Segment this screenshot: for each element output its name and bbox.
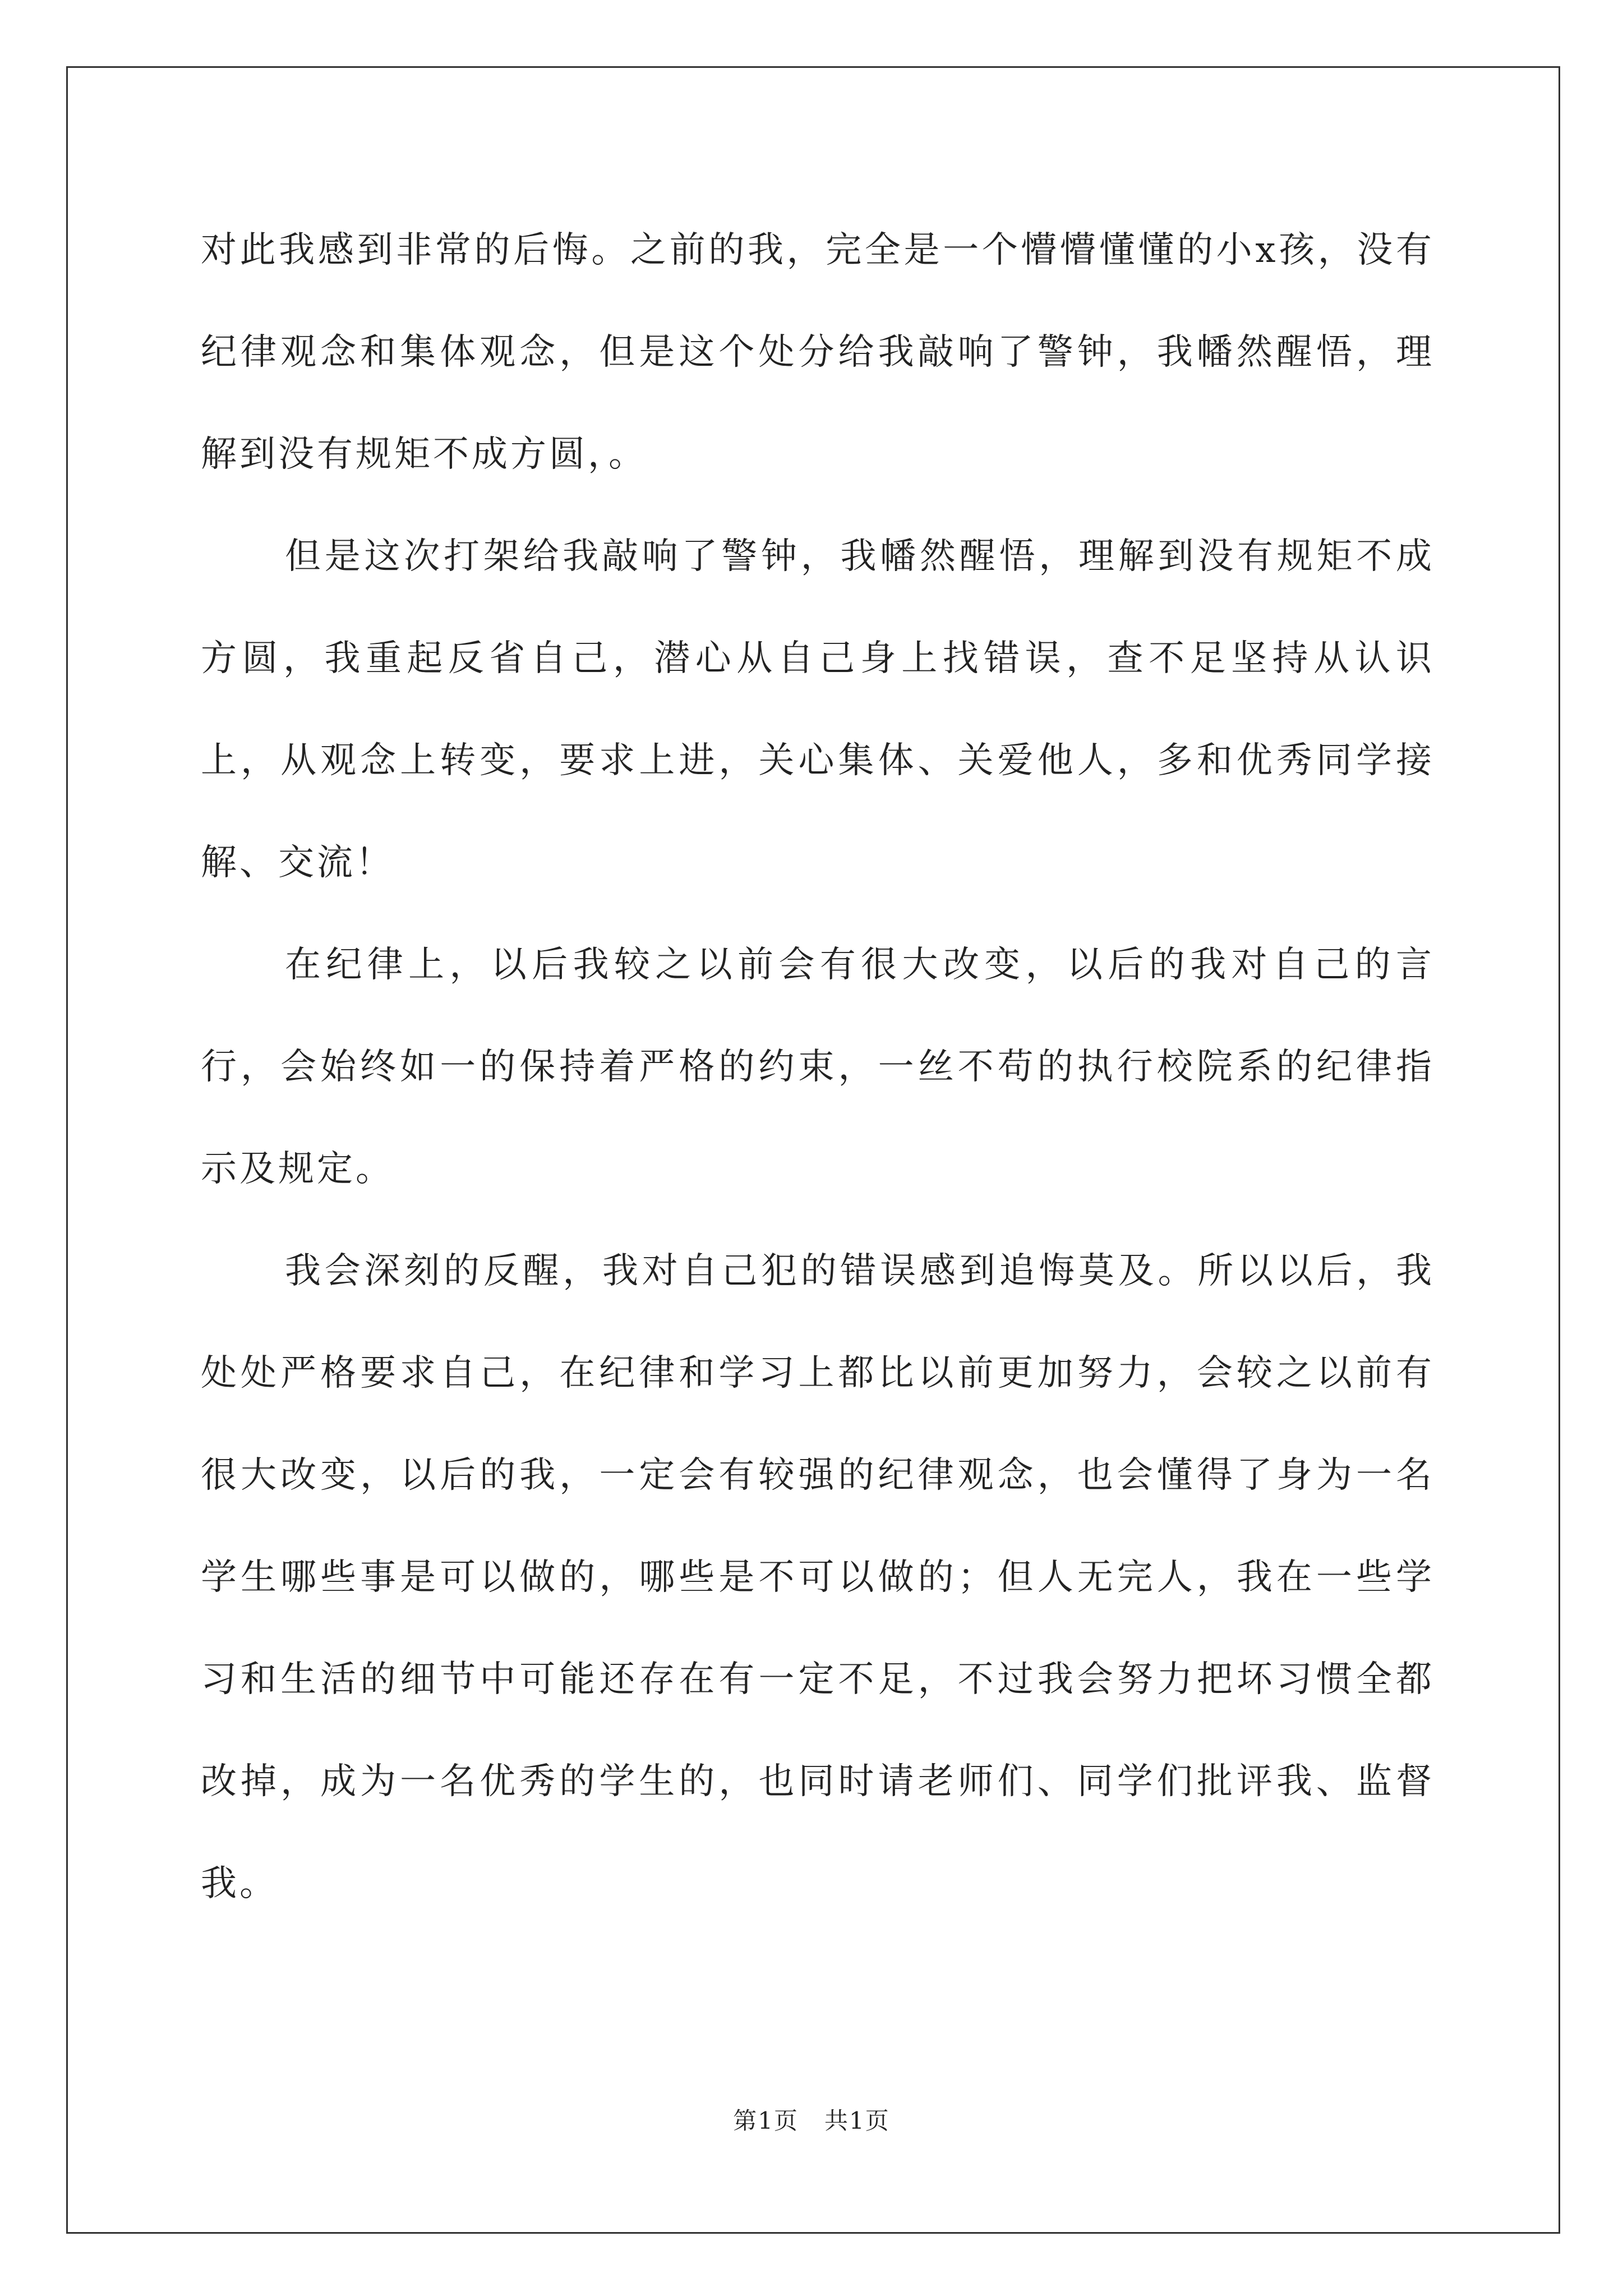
page-total: 共1页 — [824, 2107, 890, 2134]
paragraph-2: 但是这次打架给我敲响了警钟，我幡然醒悟，理解到没有规矩不成方圆，我重起反省自己，潜心从自己身上找错误，查不足坚持从认识上，从观念上转变，要求上进，关心集体、关爱他人，多和优秀同学接解、交流！ — [201, 536, 1435, 884]
document-body — [201, 199, 1435, 1935]
page-footer — [0, 2102, 1623, 2136]
page-number: 第1页 — [733, 2107, 799, 2134]
paragraph-4: 我会深刻的反醒，我对自己犯的错误感到追悔莫及。所以以后，我处处严格要求自己，在纪律和学习上都比以前更加努力，会较之以前有很大改变，以后的我，一定会有较强的纪律观念，也会懂得了身为一名学生哪些事是可以做的，哪些是不可以做的；但人无完人，我在一些学习和生活的细节中可能还存在有一定不足，不过我会努力把坏习惯全都改掉，成为一名优秀的学生的，也同时请老师们、同学们批评我、监督我。 — [201, 1250, 1435, 1904]
paragraph-3: 在纪律上，以后我较之以前会有很大改变，以后的我对自己的言行，会始终如一的保持着严格的约束，一丝不苟的执行校院系的纪律指示及规定。 — [201, 944, 1435, 1190]
paragraph-1: 对此我感到非常的后悔。之前的我，完全是一个懵懵懂懂的小x孩，没有纪律观念和集体观念，但是这个处分给我敲响了警钟，我幡然醒悟，理解到没有规矩不成方圆，。 — [201, 229, 1435, 475]
